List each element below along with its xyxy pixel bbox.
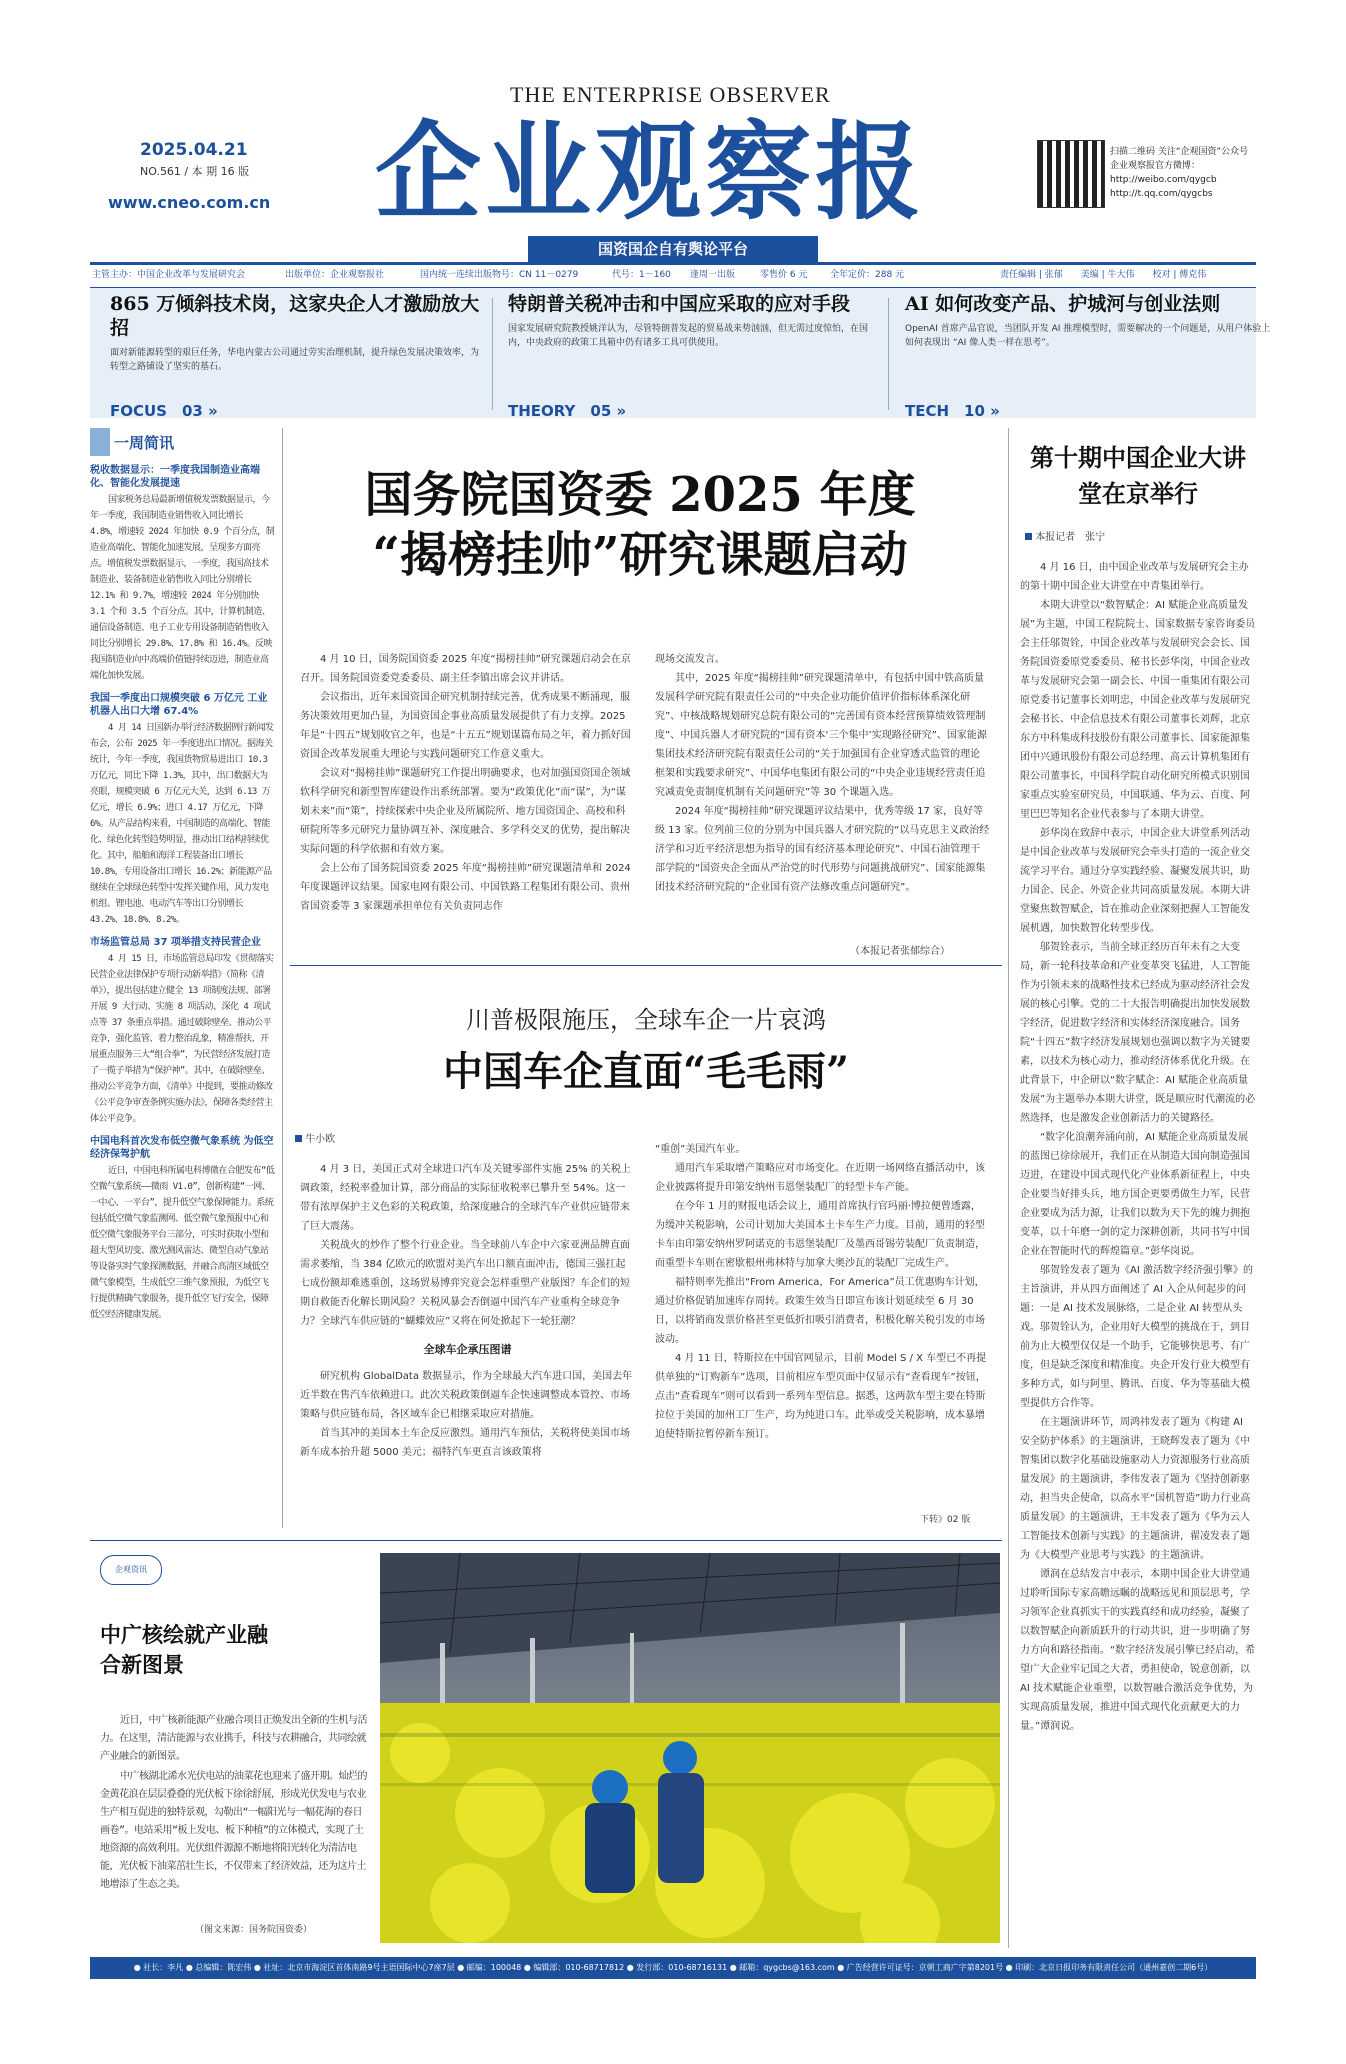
second-paragraph: 通用汽车采取增产策略应对市场变化。在近期一场网络直播活动中，该企业披露将提升印第安纳州韦恩堡装配厂的轻型卡车产能。 — [655, 1163, 985, 1193]
right-paragraph: 谭润在总结发言中表示，本期中国企业大讲堂通过聆听国际专家高瞻远瞩的战略远见和顶层思考，学习领军企业真抓实干的实践真经和成功经验，凝聚了以数智赋企向新质跃升的行动共识，进一步明确了努力方向和路径指南。“数字经济发展引擎已经启动，希望广大企业牢记国之大者，勇担使命，锐意创新，以 AI 技术赋能企业重塑，以数智融合激活竞争优势，为实现高质量发展，推进中国式现代化贡献更大的力量。”谭润说。 — [1020, 1569, 1256, 1732]
solar-field-image — [380, 1553, 1000, 1943]
feature-photo — [380, 1553, 1000, 1943]
footer-bar: ● 社长：李凡 ● 总编辑：陈宏伟 ● 社址：北京市海淀区首体南路9号主语国际中心7座7层 ● 邮编：100048 ● 编辑部：010-68717812 ● 发行部：010-68716131 ● 邮箱：qygcbs@163.com ● 广告经营许可证号：京朝工商广字第8201号 ● 印刷：北京日报印务有限责任公司（通州嘉创二期6号） — [90, 1957, 1256, 1979]
editors: 责任编辑 | 张郁 美编 | 牛大伟 校对 | 傅克伟 — [1000, 270, 1207, 280]
briefs-icon — [90, 428, 110, 456]
briefs-header — [90, 428, 276, 456]
feature-logo: 企观资讯 — [100, 1555, 162, 1585]
second-paragraph: 4 月 11 日，特斯拉在中国官网显示，目前 Model S / X 车型已不再提供单独的“订购新车”选项，目前相应车型页面中仅显示有“查看现车”按钮，点击“查看现车”则可以看到一系列车型信息。据悉，这两款车型主要在特斯拉位于美国的加州工厂生产，均为纯进口车。此举或受关税影响，成本暴增迫使特斯拉暂停新车预订。 — [655, 1353, 987, 1440]
teaser-focus[interactable] — [110, 292, 480, 420]
teaser-summary: OpenAI 首席产品官说，当团队开发 AI 推理模型时，需要解决的一个问题是，从用户体验上如何表现出 “AI 像人类一样在思考”。 — [905, 324, 1271, 348]
brief-text: 国家税务总局最新增值税发票数据显示，今年一季度，我国制造业销售收入同比增长 4.8%，增速较 2024 年加快 0.9 个百分点，制造业高端化、智能化加速发展，呈现多方面亮点。增值税发票数据显示，一季度，我国高技术制造业、装备制造业销售收入同比分别增长 12.1% 和 9.7%，增速较 2024 年分别加快 3.1 个和 3.5 个百分点。其中，计算机制造、通信设备制造、电子工业专用设备制造销售收入同比分别增长 29.8%、17.8% 和 16.4%。反映我国制造业向中高端价值链持续迈进，制造业高端化加快发展。 — [90, 495, 275, 681]
lead-paragraph: 4 月 10 日，国务院国资委 2025 年度“揭榜挂帅”研究课题启动会在京召开。国务院国资委党委委员、副主任李镇出席会议并讲话。 — [300, 654, 631, 684]
divider — [290, 965, 1002, 966]
second-column-1 — [300, 1160, 635, 1525]
qr-code-icon — [1037, 140, 1105, 208]
sponsor: 主管主办：中国企业改革与发展研究会 — [92, 270, 246, 280]
lead-column-2 — [655, 650, 990, 940]
right-paragraph: 邬贺铨表示，当前全球正经历百年未有之大变局，新一轮科技革命和产业变革突飞猛进，人工智能作为引领未来的战略性技术已经成为驱动经济社会发展的核心引擎。党的二十大报告明确提出加快发展数字经济，促进数字经济和实体经济深度融合。国务院“十四五”数字经济发展规划也强调以数字为关键要素，以技术为核心动力，推动经济体系优化升级。在此背景下，中企研以“数字赋企：AI 赋能企业高质量发展”为主题举办本期大讲堂，既是顺应时代潮流的必然选择，也是激发企业创新活力的关键路径。 — [1020, 942, 1256, 1124]
divider — [492, 298, 493, 410]
teaser-title: AI 如何改变产品、护城河与创业法则 — [905, 293, 1221, 315]
qr-link[interactable]: http://t.qq.com/qygcbs — [1110, 189, 1213, 199]
right-paragraph: 彭华岗在致辞中表示，中国企业大讲堂系列活动是中国企业改革与发展研究会牵头打造的一流企业交流学习平台。通过分享实践经验、凝聚发展共识，助力国企、民企、外资企业共同高质量发展。本期大讲堂聚焦数智赋企，旨在推动企业深刻把握人工智能发展机遇，加快数智化转型步伐。 — [1020, 828, 1250, 934]
divider — [90, 1540, 1002, 1541]
feature-source: （图文来源：国务院国资委） — [195, 1925, 313, 1935]
right-paragraph: 邬贺铨发表了题为《AI 激活数字经济强引擎》的主旨演讲，并从四方面阐述了 AI 入企从何起步的问题：一是 AI 技术发展脉络，二是企业 AI 转型从头戏。邬贺铨认为，企业用好大模型的挑战在于，到目前为止大模型仅仅是一个助手，它能够快思考、有广度，但是缺乏深度和精准度。央企开发行业大模型有多种方式，如与阿里、腾讯、百度、华为等基础大模型提供方合作等。 — [1020, 1265, 1253, 1409]
qr-line: 扫描二维码 关注“企观国资”公众号 — [1110, 147, 1249, 157]
second-paragraph: 研究机构 GlobalData 数据显示，作为全球最大汽车进口国，美国去年近半数在售汽车依赖进口。此次关税政策倒逼车企快速调整成本管控、市场策略与供应链布局，各区域车企已相继采取应对措施。 — [300, 1371, 633, 1420]
teaser-title: 865 万倾斜技术岗，这家央企人才激励放大招 — [110, 293, 480, 339]
second-headline[interactable]: 中国车企直面“毛毛雨” — [442, 1048, 849, 1095]
lead-paragraph: 现场交流发言。 — [655, 654, 725, 665]
teaser-summary: 国家发展研究院教授姚洋认为，尽管特朗普发起的贸易战来势汹汹，但无需过度惊怕，在国内，中央政府的政策工具箱中仍有诸多工具可供使用。 — [508, 324, 869, 348]
brief-text: 近日，中国电科所属电科博微在合肥发布“低空微气象系统——微雨 V1.0”，创新构建“一网、一中心、一平台”，提升低空气象保障能力。系统包括低空微气象监测网、低空微气象预报中心和低空微气象服务平台三部分，可实时获取小型和超大型风切变、激光测风雷达、微型自动气象站等设备实时气象探测数据，并融合高清区域低空微气象模型，生成低空三维气象预报，为低空飞行提供精确气象服务，提升低空飞行安全，保障低空经济健康发展。 — [90, 1166, 275, 1320]
right-paragraph: 4 月 16 日，由中国企业改革与发展研究会主办的第十期中国企业大讲堂在中青集团举行。 — [1020, 562, 1249, 592]
right-byline — [1025, 528, 1105, 543]
teaser-summary: 面对新能源转型的艰巨任务，华电内蒙古公司通过劳实治理机制，提升绿色发展决策效率，为转型之路铺设了坚实的基石。 — [110, 348, 480, 372]
lead-paragraph: 2024 年度“揭榜挂帅”研究课题评议结果中，优秀等级 17 家，良好等级 13 家。位列前三位的分别为中国兵器人才研究院的“以马克思主义政治经济学和习近平经济思想为指导的国有经济基本理论研究”、中国石油管理干部学院的“国资央企全面从严治党的时代形势与问题挑战研究”、国家能源集团技术经济研究院的“企业国有资产法修改重点问题研究”。 — [655, 806, 990, 893]
brief-text: 4 月 14 日国新办举行经济数据例行新闻发布会，公布 2025 年一季度进出口情况。据海关统计，今年一季度，我国货物贸易进出口 10.3 万亿元，同比下降 1.3%，其中，出口数据大为亮眼，规模突破 6 万亿元大关，达到 6.13 万亿元，增长 6.9%；进口 4.17 万亿元，下降 6%。从产品结构来看，中国制造的高端化、智能化、绿色化转型趋势明显，推动出口结构持续优化。其中，船舶和海洋工程装备出口增长 10.8%，专用设备出口增长 16.2%；新能源产品继续在全球绿色转型中发挥关键作用，风力发电机组、锂电池、电动汽车等出口分别增长 43.2%、18.8%、8.2%。 — [90, 723, 274, 925]
lead-paragraph: 会议指出，近年来国资国企研究机制持续完善，优秀成果不断涌现，服务决策效用更加凸显，为国资国企事业高质量发展提供了有力支撑。2025 年是“十四五”规划收官之年，也是“十五五”规划谋篇布局之年，着力抓好国资国企改革发展重大理论与实践问题研究工作意义重大。 — [300, 692, 631, 760]
brief-title: 我国一季度出口规模突破 6 万亿元 工业机器人出口大增 67.4% — [90, 693, 268, 717]
second-paragraph: 关税战火的炒作了整个行业企业。当全球前八车企中六家亚洲品牌直面需求萎缩，当 384 亿欧元的欧盟对美汽车出口额直面冲击，德国三强扛起七成份额却难逃重创，这场贸易博弈究竟会怎样重塑产业版图？车企们的短期自救能否化解长期风险？关税风暴会否倒逼中国汽车产业重构全球竞争力？全球汽车供应链的“蝴蝶效应”又将在何处掀起下一轮狂潮？ — [300, 1240, 630, 1327]
retail-price: 零售价 6 元 — [760, 270, 808, 280]
brief-title: 税收数据显示：一季度我国制造业高端化、智能化发展提速 — [90, 465, 260, 489]
teaser-tech[interactable] — [905, 292, 1275, 420]
briefs-heading: 一周简讯 — [114, 433, 175, 452]
annual-price: 全年定价：288 元 — [830, 270, 905, 280]
author-marker-icon — [295, 1135, 302, 1142]
cn-number: 国内统一连续出版物号：CN 11－0279 — [420, 270, 579, 280]
brief-text: 4 月 15 日，市场监管总局印发《贯彻落实民营企业法律保护专项行动新举措》（简称《清单》），提出包括建立健全 13 项制度法规、部署开展 9 大行动、实施 8 项活动、深化 4 项试点等 37 条重点举措。通过破除壁垒、推动公平竞争，强化监管、着力整治乱象，精准帮扶、开展重点服务三大“组合拳”，为民营经济发展打造了一揽子举措为“保护神”。其中，在破除壁垒、推动公平竞争方面，《清单》中提到，要推动修改《公平竞争审查条例实施办法》，保障各类经营主体公平竞争。 — [90, 954, 274, 1124]
qr-caption — [1110, 145, 1290, 201]
right-paragraph: “数字化浪潮奔涌向前，AI 赋能企业高质量发展的蓝图已徐徐展开，我们正在从制造大国向制造强国迈进，在建设中国式现代化产业体系新征程上，中央企业要当好排头兵，地方国企更要勇做生力军，民营企业要成为活力源，让我们以数为天下先的魄力拥抱变革，以十年磨一剑的定力深耕创新，共同书写中国企业在智能时代的辉煌篇章。”彭华岗说。 — [1020, 1132, 1250, 1257]
divider — [888, 298, 889, 410]
english-title: THE ENTERPRISE OBSERVER — [510, 82, 831, 107]
website-link[interactable]: www.cneo.com.cn — [108, 193, 271, 212]
issue-date: 2025.04.21 — [140, 140, 248, 160]
divider — [282, 428, 283, 1528]
brief-item[interactable] — [90, 692, 276, 928]
right-headline[interactable]: 第十期中国企业大讲堂在京举行 — [1030, 443, 1246, 508]
lead-paragraph: 其中，2025 年度“揭榜挂帅”研究课题清单中，有包括中国中铁高质量发展科学研究院有限责任公司的“中央企业功能价值评价指标体系深化研究”、中核战略规划研究总院有限公司的“完善国有资本经营预算绩效管理制度”、中国兵器人才研究院的“国有资本‘三个集中’实现路径研究”、国家能源集团技术经济研究院有限责任公司的“关于加强国有企业穿透式监管的理论框架和实践要求研究”、中国华电集团有限公司的“中央企业违规经营责任追究减责免责制度机制有关问题研究”等 30 个课题入选。 — [655, 673, 987, 798]
lead-column-1 — [300, 650, 635, 960]
second-author — [295, 1130, 335, 1145]
continued-link[interactable]: 下转》02 版 — [920, 1515, 971, 1525]
briefs-column — [90, 428, 276, 1528]
section-link-theory[interactable]: THEORY 05 » — [508, 402, 627, 420]
teaser-title: 特朗普关税冲击和中国应采取的应对手段 — [508, 293, 851, 315]
brief-title: 市场监管总局 37 项举措支持民营企业 — [90, 937, 261, 948]
feature-headline[interactable]: 中广核绘就产业融合新图景 — [100, 1622, 268, 1677]
lead-headline-line1: 国务院国资委 2025 年度 — [364, 467, 916, 523]
section-link-focus[interactable]: FOCUS 03 » — [110, 402, 218, 420]
byline-text: 本报记者 张宁 — [1035, 532, 1106, 543]
second-kicker: 川普极限施压，全球车企一片哀鸿 — [466, 1006, 826, 1034]
brief-title: 中国电科首次发布低空微气象系统 为低空经济保驾护航 — [90, 1136, 274, 1160]
newspaper-title: 企业观察报 — [375, 109, 925, 234]
lead-byline: （本报记者张郁综合） — [850, 946, 950, 957]
divider — [1008, 428, 1009, 1948]
feature-paragraph: 中广核湖北浠水光伏电站的油菜花也迎来了盛开期。灿烂的金黄花浪在层层叠叠的光伏板下徐徐舒展，形成光伏发电与农业生产相互促进的独特景观，勾勒出“一幅阳光与一幅花海的春日画卷”。电站采用“板上发电、板下种植”的立体模式，实现了土地资源的高效利用。光伏组件源源不断地将阳光转化为清洁电能，光伏板下油菜茁壮生长，不仅带来了经济效益，还为这片土地增添了生态之美。 — [100, 1771, 367, 1890]
second-subhead: 全球车企承压图谱 — [423, 1343, 512, 1356]
publisher: 出版单位：企业观察报社 — [285, 270, 385, 280]
section-link-tech[interactable]: TECH 10 » — [905, 402, 1000, 420]
brief-item[interactable] — [90, 464, 276, 684]
author-marker-icon — [1025, 533, 1032, 540]
qr-line: 企业观察报官方微博： — [1110, 161, 1201, 171]
teaser-theory[interactable] — [508, 292, 878, 420]
lead-headline[interactable] — [290, 465, 990, 585]
issue-number: NO.561 / 本 期 16 版 — [140, 165, 250, 178]
lead-paragraph: 会议对“揭榜挂帅”课题研究工作提出明确要求，也对加强国资国企领域软科学研究和新型智库建设作出系统部署。要为“政策优化”而“谋”，为“谋划未来”而“策”，持续探索中央企业及所属院所、地方国资国企、高校和科研院所等多元研究力量协调互补、深度融合、多学科交叉的优势，提出解决实际问题的科学依据和有效方案。 — [300, 768, 631, 855]
brief-item[interactable] — [90, 1135, 276, 1323]
brief-item[interactable] — [90, 936, 276, 1127]
right-paragraph: 本期大讲堂以“数智赋企：AI 赋能企业高质量发展”为主题，中国工程院院士、国家数据专家咨询委员会主任邬贺铨，中国企业改革与发展研究会会长、国务院国资委原党委委员、秘书长彭华岗，中国企业改革与发展研究会第一副会长、中国一重集团有限公司原党委书记董事长刘明忠，中国企业改革与发展研究会秘书长、中企信息技术有限公司董事长刘辉，北京东方中科集成科技股份有限公司董事长、国家能源集团中兴通讯股份有限公司总经理、高云计算机集团有限公司董事长，中国科学院自动化研究所模式识别国家重点实验室研究员，中国联通、华为云、百度、阿里巴巴等知名企业代表参与了本期大讲堂。 — [1020, 600, 1256, 820]
feature-body — [100, 1710, 370, 1920]
lead-headline-line2: “揭榜挂帅”研究课题启动 — [372, 527, 908, 583]
lead-paragraph: 会上公布了国务院国资委 2025 年度“揭榜挂帅”研究课题清单和 2024 年度课题评议结果。国家电网有限公司、中国铁路工程集团有限公司、贵州省国资委等 3 家课题承担单位有关负责同志作 — [300, 863, 631, 912]
right-body — [1020, 558, 1256, 1938]
second-paragraph: 福特则率先推出“From America，For America”员工优惠购车计划，通过价格促销加速库存周转。政策生效当日即宣布该计划延续至 6 月 30 日，以将销商发票价格甚至更低折扣吸引消费者，积极化解关税引发的市场波动。 — [655, 1277, 985, 1345]
second-paragraph: 在今年 1 月的财报电话会议上，通用首席执行官玛丽·博拉便曾透露，为缓冲关税影响，公司计划加大美国本土卡车生产力度。目前，通用的轻型卡车由印第安纳州罗阿诺克的韦恩堡装配厂及墨西哥锡劳装配厂负责制造，而重型卡车则在密歇根州弗林特与加拿大奥沙瓦的装配厂完成生产。 — [655, 1201, 985, 1269]
author-name: 牛小欧 — [305, 1134, 336, 1145]
qr-link[interactable]: http://weibo.com/qygcb — [1110, 175, 1217, 185]
second-column-2 — [655, 1140, 990, 1510]
postal-code: 代号：1－160 — [612, 270, 671, 280]
second-paragraph: 4 月 3 日，美国正式对全球进口汽车及关键零部件实施 25% 的关税上调政策，经税率叠加计算，部分商品的实际征收税率已攀升至 54%。这一带有浓厚保护主义色彩的关税政策，给深度融合的全球汽车产业供应链带来了巨大震荡。 — [300, 1164, 631, 1232]
right-paragraph: 在主题演讲环节，周鸿祎发表了题为《构建 AI 安全防护体系》的主题演讲，王晓辉发表了题为《中智集团以数字化基础设施驱动人力资源服务行业高质量发展》的主题演讲，李伟发表了题为《坚持创新驱动，担当央企使命，以高水平“国机智造”助力行业高质量发展》的主题演讲，王丰发表了题为《华为云人工智能技术创新与实践》的主题演讲，翟凌发表了题为《大模型产业思考与实践》的主题演讲。 — [1020, 1417, 1251, 1561]
tagline: 国资国企自有舆论平台 — [528, 236, 818, 262]
second-paragraph: 首当其冲的美国本土车企反应激烈。通用汽车预估，关税将使美国市场新车成本抬升超 5000 美元；福特汽车更直言该政策将 — [300, 1428, 630, 1458]
second-paragraph: “重创”美国汽车业。 — [655, 1144, 746, 1155]
frequency: 逢周一出版 — [690, 270, 736, 280]
feature-paragraph: 近日，中广核新能源产业融合项目正焕发出全新的生机与活力。在这里，清洁能源与农业携手，科技与农耕融合，共同绘就产业融合的新图景。 — [100, 1715, 367, 1762]
